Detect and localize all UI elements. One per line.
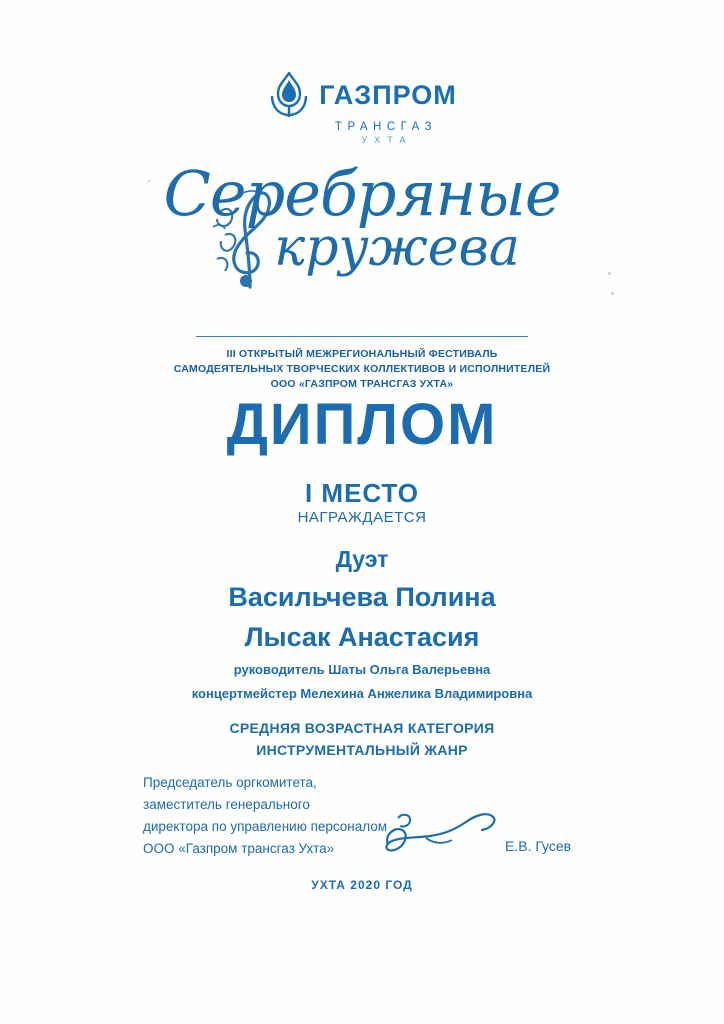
award-category-line-2: ИНСТРУМЕНТАЛЬНЫЙ ЖАНР [256, 741, 468, 758]
recipient-name-2: Лысак Анастасия [244, 622, 480, 652]
awarded-label: НАГРАЖДАЕТСЯ [297, 509, 427, 526]
recipient-supervisor: руководитель Шаты Ольга Валерьевна [233, 661, 491, 677]
award-place: I МЕСТО [304, 478, 420, 508]
recipient-kind: Дуэт [335, 546, 389, 572]
recipient-name-1: Васильчева Полина [228, 581, 496, 612]
scan-speck [608, 272, 611, 275]
logo-wordmark: ГАЗПРОМ [319, 79, 457, 110]
festival-subtitle-line-2: САМОДЕЯТЕЛЬНЫХ ТВОРЧЕСКИХ КОЛЛЕКТИВОВ И ИСПОЛНИТЕЛЕЙ [173, 363, 551, 376]
gazprom-logo [0, 72, 724, 145]
logo-city: УХТА [361, 135, 413, 145]
divider [196, 336, 528, 337]
festival-script-line-1: Серебряные [163, 157, 561, 230]
gazprom-flame-icon [267, 72, 311, 118]
festival-script-line-2: кружева [274, 217, 520, 278]
festival-subtitle-line-1: III ОТКРЫТЫЙ МЕЖРЕГИОНАЛЬНЫЙ ФЕСТИВАЛЬ [226, 348, 498, 360]
handwritten-signature-icon [382, 810, 512, 865]
signatory-line-4: ООО «Газпром трансгаз Ухта» [143, 840, 335, 856]
signatory-title [143, 772, 387, 859]
signatory-line-3: директора по управлению персоналом [143, 818, 388, 834]
recipient-accompanist: концертмейстер Мелехина Анжелика Владимировна [191, 685, 533, 701]
award-category-line-1: СРЕДНЯЯ ВОЗРАСТНАЯ КАТЕГОРИЯ [229, 720, 495, 736]
festival-title [0, 157, 724, 315]
festival-subtitle [0, 347, 724, 393]
footer-place-year: УХТА 2020 ГОД [311, 878, 413, 892]
logo-row [267, 72, 457, 118]
signatory-line-2: заместитель генерального [143, 796, 310, 812]
scan-speck [611, 292, 614, 295]
treble-clef-ornament-icon [205, 175, 295, 295]
signatory-line-1: Председатель оргкомитета, [143, 775, 317, 790]
signatory-name: Е.В. Гусев [505, 838, 572, 854]
diploma-title: ДИПЛОМ [226, 392, 498, 457]
recipients [0, 542, 724, 706]
logo-subtitle: ТРАНСГАЗ [334, 121, 438, 133]
scan-speck [148, 180, 150, 182]
award-category [0, 718, 724, 761]
festival-subtitle-line-3: ООО «ГАЗПРОМ ТРАНСГАЗ УХТА» [270, 378, 454, 391]
